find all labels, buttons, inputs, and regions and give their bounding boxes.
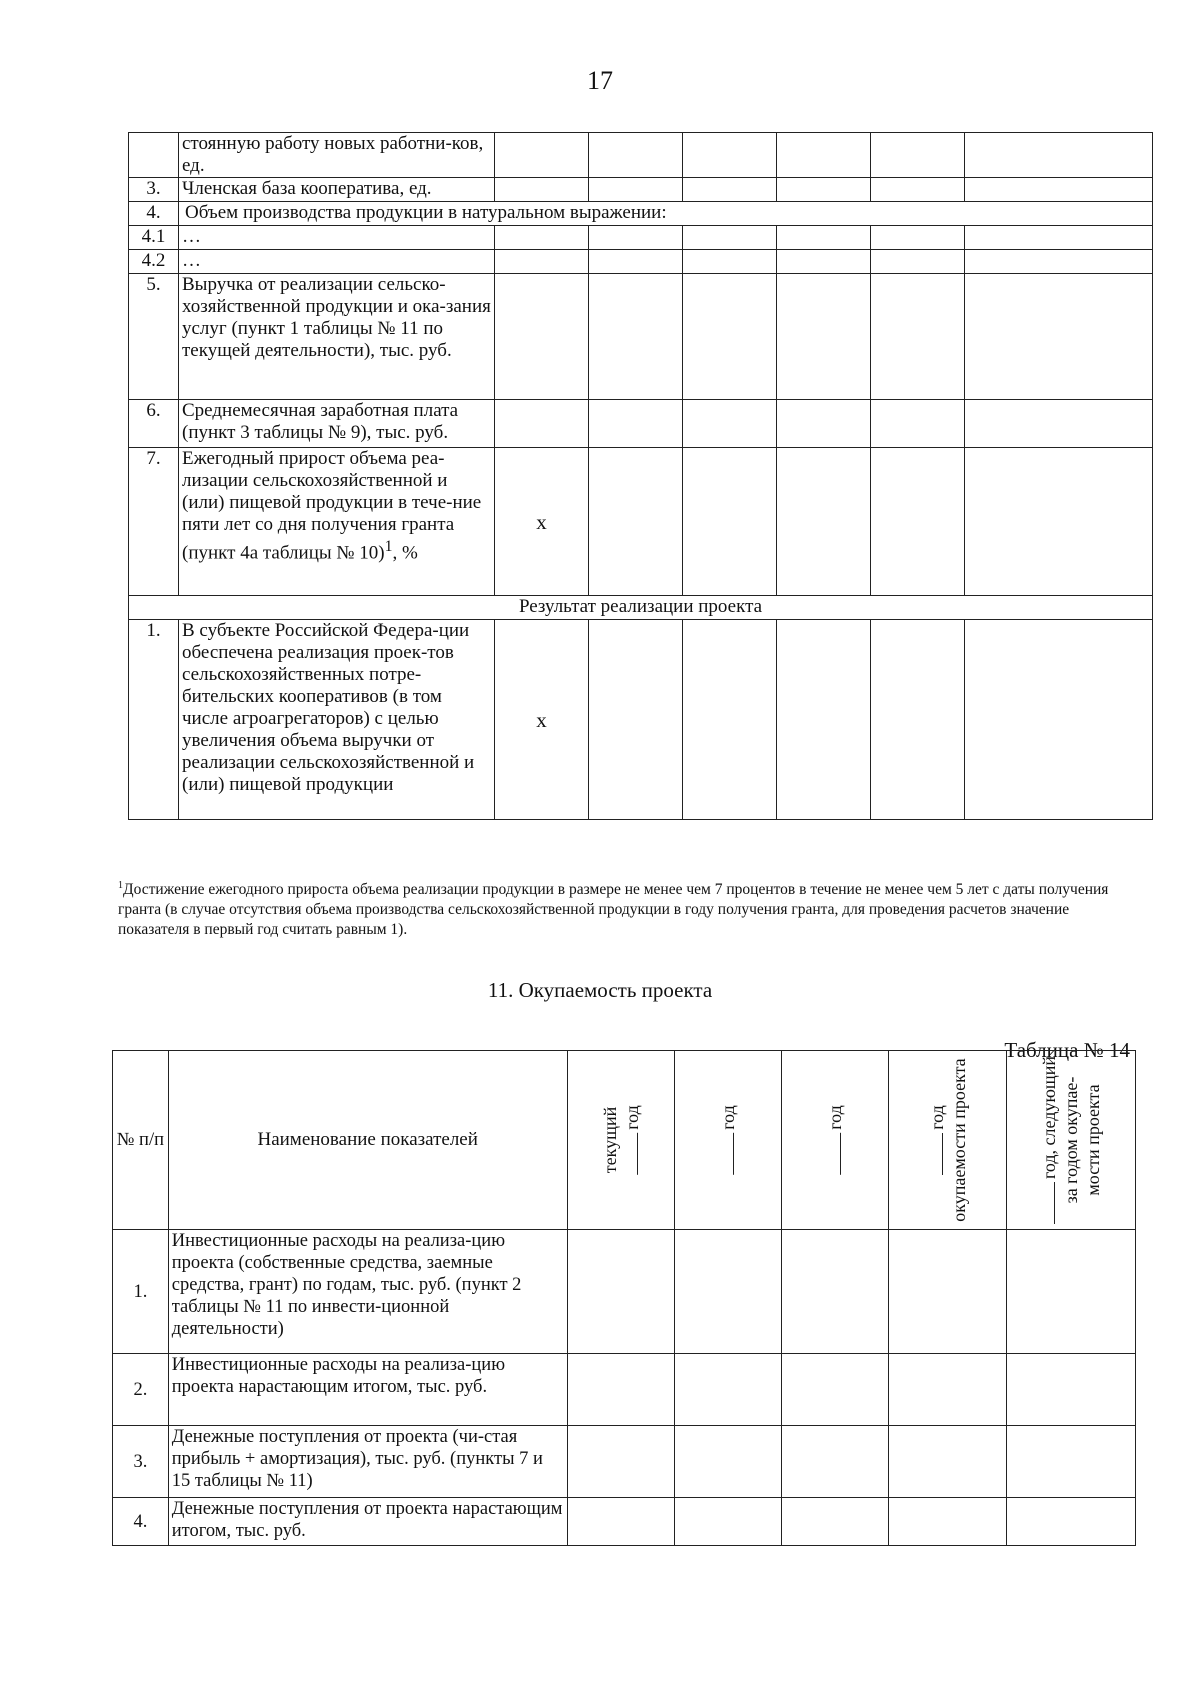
cell <box>777 178 871 202</box>
cell <box>965 448 1153 596</box>
cell <box>674 1230 781 1354</box>
year-word: год <box>825 1105 846 1130</box>
row-number: 1. <box>129 620 179 820</box>
cell <box>567 1498 674 1546</box>
cell <box>889 1498 1007 1546</box>
na-mark: x <box>495 620 589 820</box>
row-label: Инвестиционные расходы на реализа-цию проекта (собственные средства, заемные средства, грант) по годам, тыс. руб. (пункт 2 таблицы № 11 по инвести-ционной деятельности) <box>168 1230 567 1354</box>
cell <box>589 620 683 820</box>
row-label: … <box>179 250 495 274</box>
cell <box>871 400 965 448</box>
row-number: 2. <box>113 1354 169 1426</box>
table-row <box>129 178 1153 202</box>
cell <box>567 1230 674 1354</box>
cell <box>683 178 777 202</box>
table-row <box>113 1498 1136 1546</box>
cell <box>965 620 1153 820</box>
row-number: 7. <box>129 448 179 596</box>
col-header-next-year <box>1007 1051 1136 1230</box>
cell <box>1007 1426 1136 1498</box>
cell <box>777 400 871 448</box>
cell <box>495 178 589 202</box>
row-label: Инвестиционные расходы на реализа-цию проекта нарастающим итогом, тыс. руб. <box>168 1354 567 1426</box>
cell <box>567 1426 674 1498</box>
cell <box>965 400 1153 448</box>
row-label-text: Ежегодный прирост объема реа-лизации сельскохозяйственной и (или) пищевой продукции в тече-ние пяти лет со дня получения гранта (пункт 4а таблицы № 10) <box>182 448 482 564</box>
year-word: год, следующий за годом окупае-мости проекта <box>1039 1055 1104 1204</box>
cell <box>589 400 683 448</box>
section-row <box>129 596 1153 620</box>
blank-line <box>623 1133 638 1175</box>
cell <box>871 178 965 202</box>
cell <box>589 133 683 178</box>
footnote-text: Достижение ежегодного прироста объема реализации продукции в размере не менее чем 7 процентов в течение не менее чем 5 лет с даты получения гранта (в случае отсутствия объема производства сельскохозяйственной продукции в году получения гранта, для проведения расчетов значение показателя в первый год считать равным 1). <box>118 881 1109 939</box>
row-number: 4. <box>129 202 179 226</box>
footnote-ref: 1 <box>384 538 393 555</box>
col-header-year <box>674 1051 781 1230</box>
cell <box>495 250 589 274</box>
blank-line <box>826 1133 841 1175</box>
footnote-marker: 1 <box>118 880 123 891</box>
page-number: 17 <box>587 66 613 95</box>
cell <box>683 620 777 820</box>
cell <box>889 1354 1007 1426</box>
cell <box>965 250 1153 274</box>
blank-line <box>928 1133 943 1175</box>
col-header-year <box>782 1051 889 1230</box>
cell <box>495 400 589 448</box>
row-number: 4. <box>113 1498 169 1546</box>
table-row <box>129 620 1153 820</box>
cell <box>782 1426 889 1498</box>
row-label: В субъекте Российской Федера-ции обеспечена реализация проек-тов сельскохозяйственных потре-бительских кооперативов (в том числе агроагрегаторов) с целью увеличения объема выручки от реализации сельскохозяйственной и (или) пищевой продукции <box>179 620 495 820</box>
cell <box>589 226 683 250</box>
cell <box>965 274 1153 400</box>
section-header: Результат реализации проекта <box>129 596 1153 620</box>
row-label <box>179 448 495 596</box>
cell <box>782 1230 889 1354</box>
cell <box>871 133 965 178</box>
row-number: 3. <box>113 1426 169 1498</box>
table-row <box>129 250 1153 274</box>
col-header-num: № п/п <box>113 1051 169 1230</box>
year-word: год окупаемости проекта <box>926 1058 969 1222</box>
cell <box>567 1354 674 1426</box>
row-label: стоянную работу новых работни-ков, ед. <box>179 133 495 178</box>
row-number: 4.2 <box>129 250 179 274</box>
cell <box>683 226 777 250</box>
cell <box>871 620 965 820</box>
row-number: 1. <box>113 1230 169 1354</box>
table-row <box>113 1426 1136 1498</box>
row-number: 5. <box>129 274 179 400</box>
cell <box>1007 1230 1136 1354</box>
table-row <box>129 133 1153 178</box>
table-row <box>129 400 1153 448</box>
cell <box>777 250 871 274</box>
cell <box>871 274 965 400</box>
table-row <box>129 202 1153 226</box>
cell <box>871 448 965 596</box>
table-row <box>129 274 1153 400</box>
row-label: … <box>179 226 495 250</box>
na-mark: x <box>495 448 589 596</box>
cell <box>965 133 1153 178</box>
cell <box>1007 1498 1136 1546</box>
cell <box>589 250 683 274</box>
cell <box>495 226 589 250</box>
row-number <box>129 133 179 178</box>
table-row <box>113 1354 1136 1426</box>
cell <box>777 448 871 596</box>
section-title: 11. Окупаемость проекта <box>487 978 713 1002</box>
payback-table <box>112 1050 1136 1546</box>
row-label: Выручка от реализации сельско-хозяйственной продукции и ока-зания услуг (пункт 1 таблицы № 11 по текущей деятельности), тыс. руб. <box>179 274 495 400</box>
cell <box>589 274 683 400</box>
col-header-year <box>567 1051 674 1230</box>
cell <box>589 178 683 202</box>
cell <box>674 1354 781 1426</box>
table-row <box>129 448 1153 596</box>
row-label: Членская база кооператива, ед. <box>179 178 495 202</box>
cell <box>889 1230 1007 1354</box>
row-label: Объем производства продукции в натуральном выражении: <box>179 202 1153 226</box>
table-row <box>113 1230 1136 1354</box>
cell <box>1007 1354 1136 1426</box>
table-header-row <box>113 1051 1136 1230</box>
footnote <box>118 876 1128 940</box>
row-label-tail: , % <box>392 542 418 564</box>
cell <box>589 448 683 596</box>
col-header-name: Наименование показателей <box>168 1051 567 1230</box>
cell <box>683 448 777 596</box>
blank-line <box>719 1133 734 1175</box>
cell <box>782 1354 889 1426</box>
blank-line <box>1040 1182 1055 1224</box>
cell <box>683 400 777 448</box>
cell <box>495 274 589 400</box>
row-number: 4.1 <box>129 226 179 250</box>
cell <box>965 226 1153 250</box>
cell <box>777 274 871 400</box>
cell <box>683 133 777 178</box>
row-number: 3. <box>129 178 179 202</box>
cell <box>965 178 1153 202</box>
cell <box>674 1498 781 1546</box>
row-label: Денежные поступления от проекта (чи-стая прибыль + амортизация), тыс. руб. (пункты 7 и 15 таблицы № 11) <box>168 1426 567 1498</box>
cell <box>777 133 871 178</box>
year-word: год <box>717 1105 738 1130</box>
cell <box>674 1426 781 1498</box>
table-row <box>129 226 1153 250</box>
cell <box>495 133 589 178</box>
cell <box>889 1426 1007 1498</box>
cell <box>777 226 871 250</box>
cell <box>871 250 965 274</box>
col-header-payback-year <box>889 1051 1007 1230</box>
row-label: Среднемесячная заработная плата (пункт 3 таблицы № 9), тыс. руб. <box>179 400 495 448</box>
indicators-table <box>128 132 1153 820</box>
row-label: Денежные поступления от проекта нарастающим итогом, тыс. руб. <box>168 1498 567 1546</box>
year-prefix: текущий <box>599 1106 620 1174</box>
cell <box>871 226 965 250</box>
cell <box>782 1498 889 1546</box>
cell <box>683 274 777 400</box>
cell <box>777 620 871 820</box>
table-caption: Таблица № 14 <box>1004 1038 1130 1062</box>
year-word: год <box>621 1105 642 1130</box>
row-number: 6. <box>129 400 179 448</box>
cell <box>683 250 777 274</box>
